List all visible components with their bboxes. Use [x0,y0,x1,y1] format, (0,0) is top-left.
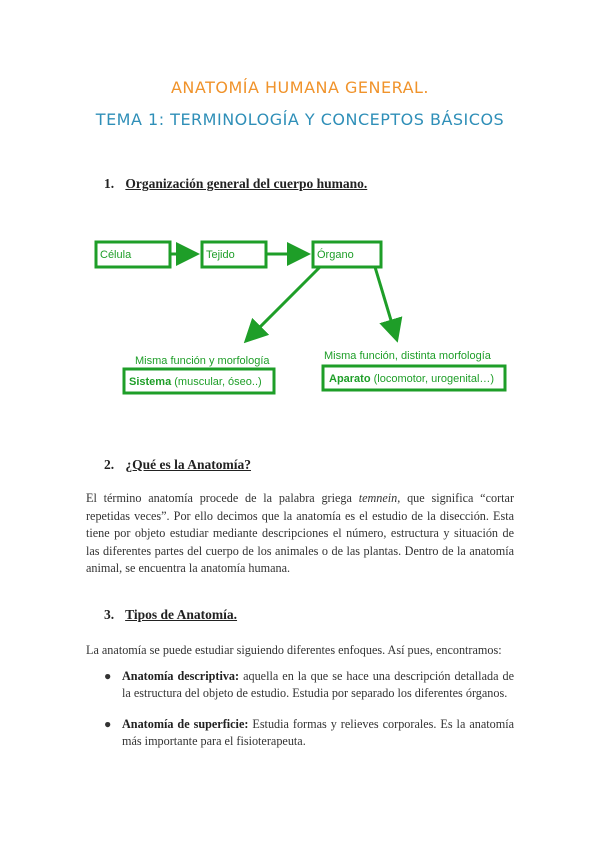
label-tejido: Tejido [206,249,235,261]
label-celula: Célula [100,249,132,261]
section-3-number: 3. [104,607,115,622]
bullet-term: Anatomía descriptiva: [122,669,240,683]
bullet-text [122,668,514,702]
section-3-title: Tipos de Anatomía. [125,607,238,622]
caption-sistema: Misma función y morfología [135,355,270,367]
label-organo: Órgano [317,249,354,261]
para2-start: El término anatomía procede de la palabra griega [86,491,359,505]
caption-aparato: Misma función, distinta morfología [324,350,491,362]
para2-rest: , que significa “cortar repetidas veces”. Por ello decimos que la anatomía es el estudio de la disección. Esta tiene por objeto estudiar mediante descripciones el número, estructura y situación de las diferentes partes del cuerpo de los animales o de las plantas. Dentro de la anatomía animal, se encuentra la anatomía humana. [86,491,515,575]
document-subtitle: TEMA 1: TERMINOLOGÍA Y CONCEPTOS BÁSICOS [95,110,505,129]
label-aparato [329,373,494,385]
bullet-dot: ● [104,717,112,731]
types-intro-paragraph: La anatomía se puede estudiar siguiendo diferentes enfoques. Así pues, encontramos: [86,643,502,657]
arrow-organo-aparato [375,267,396,337]
document-title: ANATOMÍA HUMANA GENERAL. [170,78,430,97]
section-2-number: 2. [104,457,115,472]
bullet-item [86,668,514,702]
label-sistema-bold: Sistema [129,376,172,388]
bullet-item [86,716,514,750]
section-2-heading [104,457,251,473]
bullet-description: aquella en la que se hace una descripción detallada de la estructura del objeto de estudio. Estudia por separado los diferentes órganos. [122,669,514,700]
section-1-number: 1. [104,176,115,191]
section-3-heading [104,607,237,623]
label-aparato-bold: Aparato [329,373,371,385]
section-2-title: ¿Qué es la Anatomía? [125,457,252,472]
label-sistema [129,376,262,388]
bullet-term: Anatomía de superficie: [122,717,249,731]
anatomy-definition-paragraph [86,490,514,578]
bullet-dot: ● [104,669,112,683]
label-aparato-rest: (locomotor, urogenital…) [370,373,495,385]
bullet-description: Estudia formas y relieves corporales. Es la anatomía más importante para el fisioterapeuta. [122,717,514,748]
arrow-organo-sistema [248,267,320,339]
section-1-title: Organización general del cuerpo humano. [125,176,368,191]
greek-term: temnein [358,491,398,505]
label-sistema-rest: (muscular, óseo..) [171,376,262,388]
bullet-text [122,716,514,750]
